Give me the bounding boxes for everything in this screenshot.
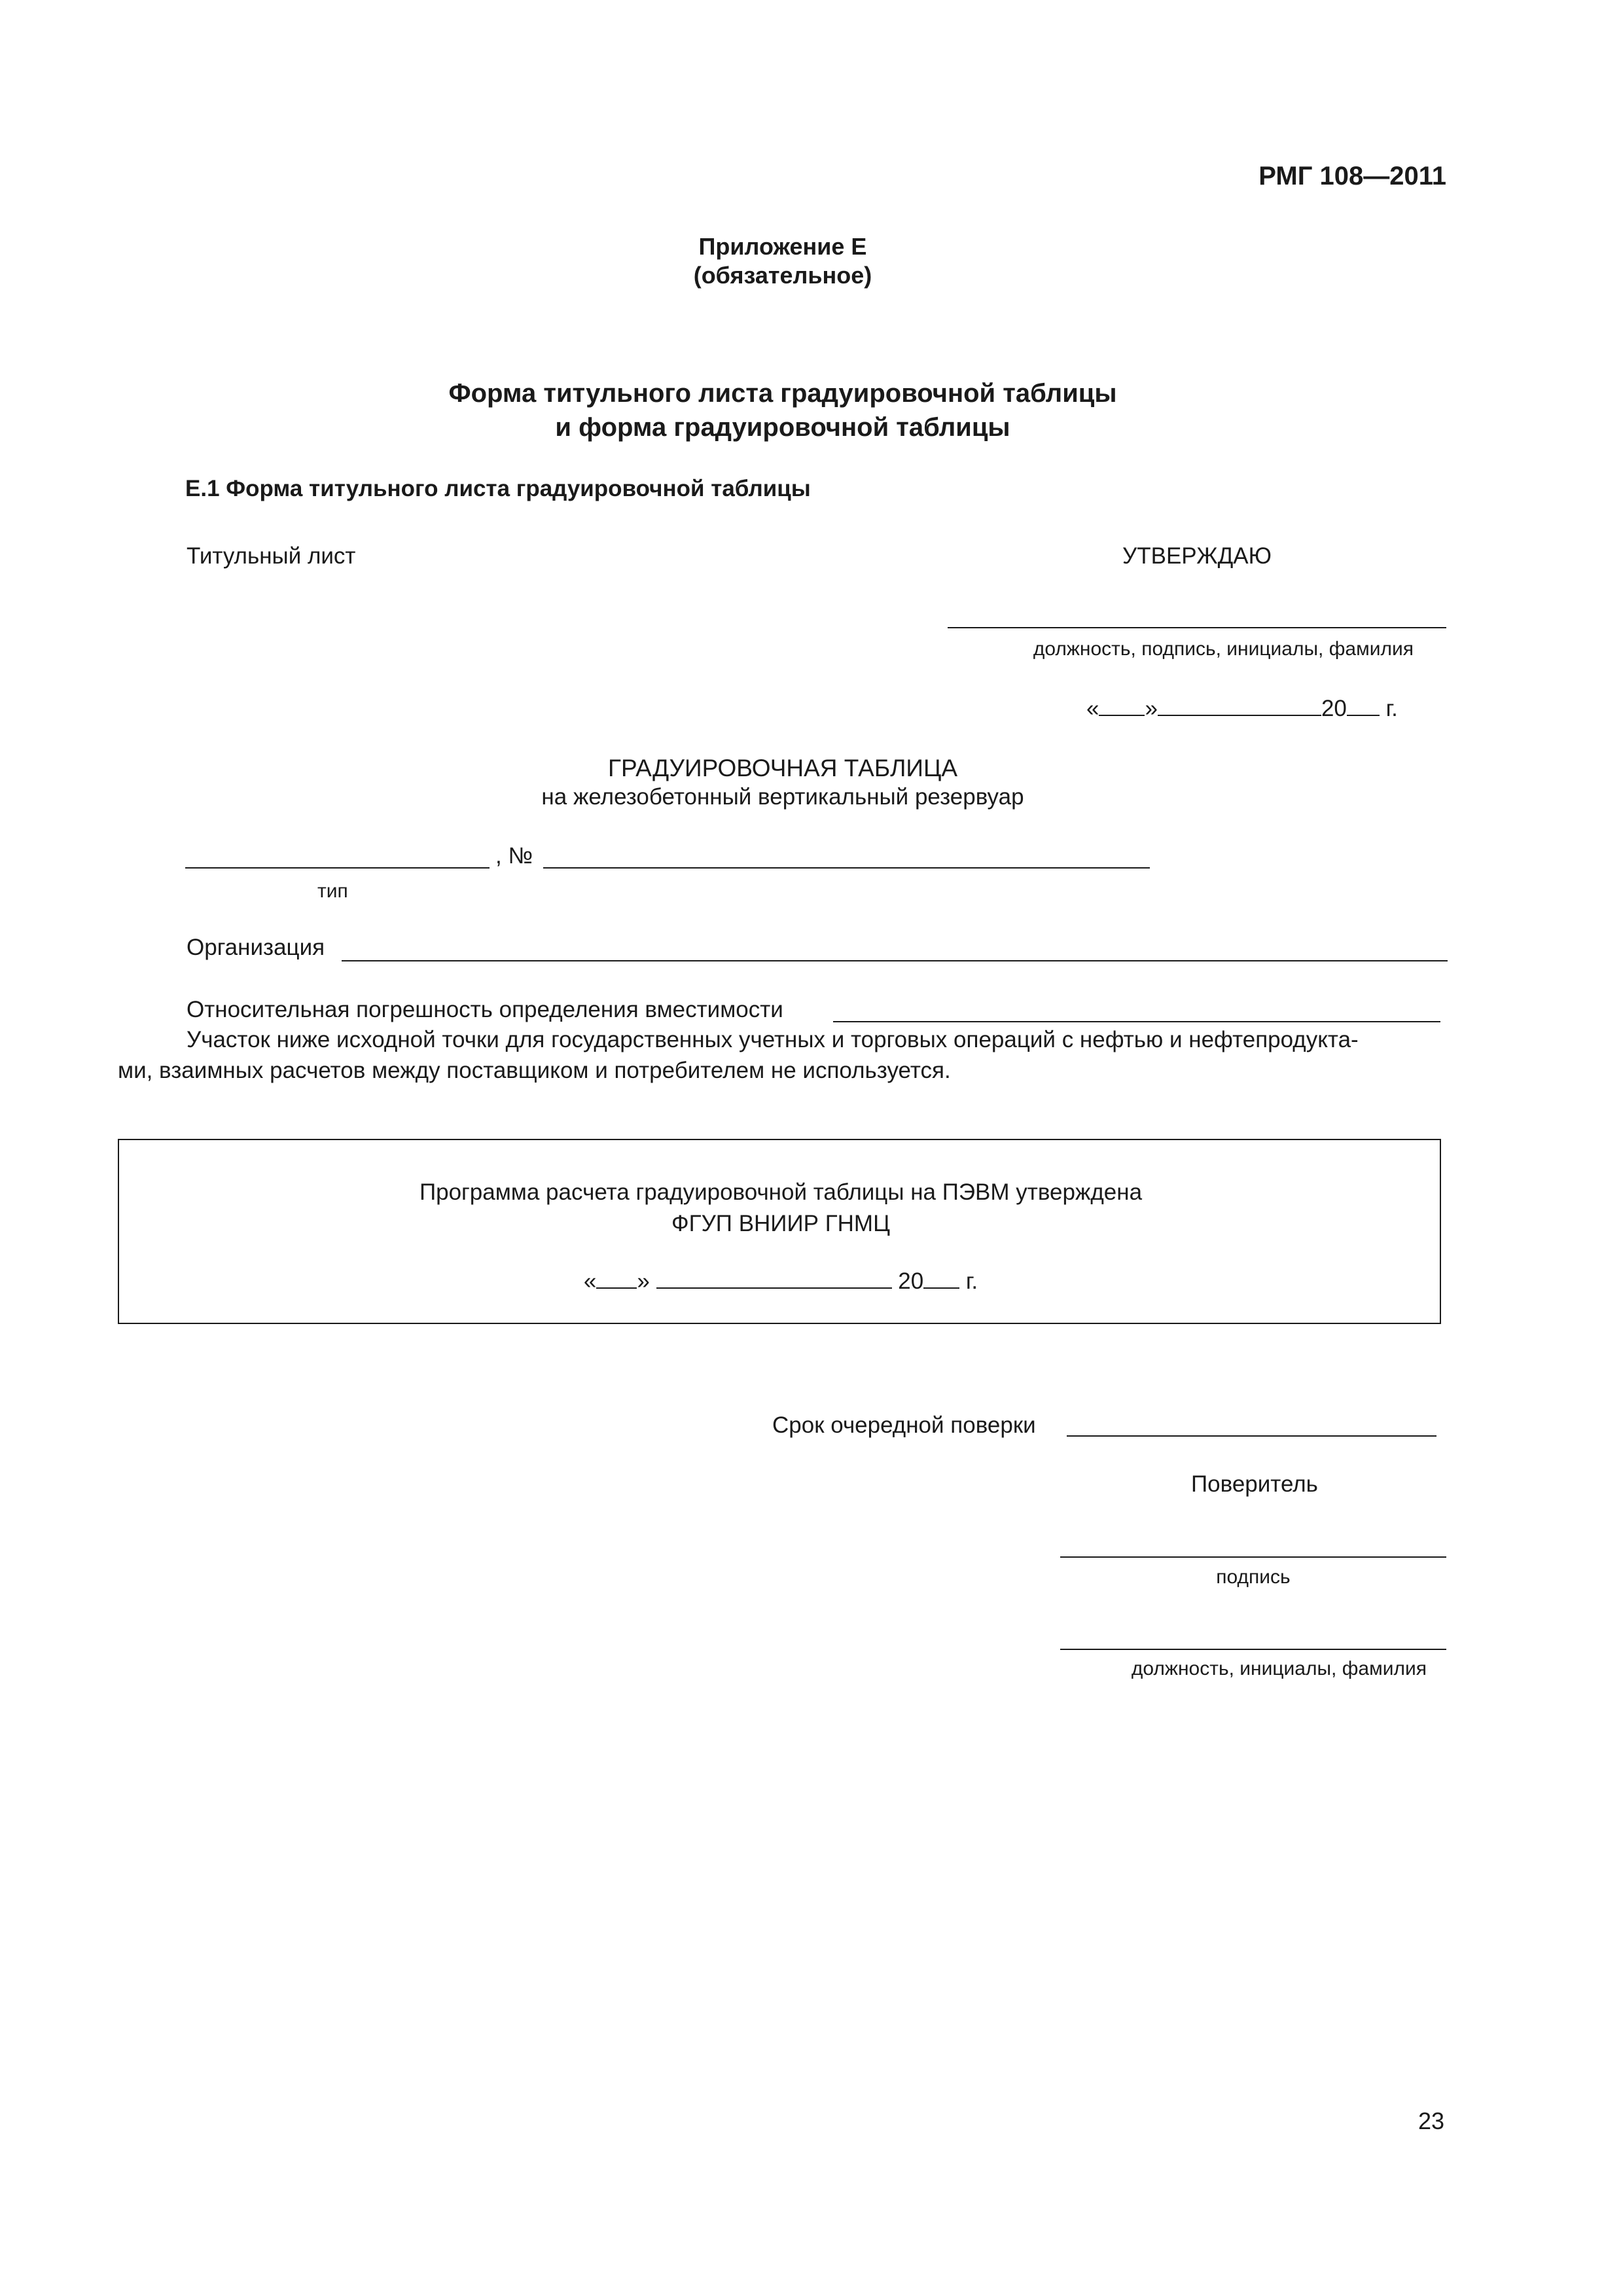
page-number: 23	[1418, 2108, 1444, 2134]
form-title	[0, 376, 1565, 444]
annex-status: (обязательное)	[693, 262, 872, 289]
approval-year-field[interactable]	[1347, 695, 1380, 716]
form-title-line1: Форма титульного листа градуировочной таблицы	[448, 379, 1117, 408]
approver-caption: должность, подпись, инициалы, фамилия	[1033, 638, 1414, 660]
program-date	[119, 1268, 1442, 1295]
program-day-field[interactable]	[596, 1268, 637, 1289]
document-code: РМГ 108—2011	[1258, 162, 1446, 190]
date-close-quote: »	[1145, 696, 1158, 721]
date-year-suffix: г.	[1385, 696, 1398, 721]
approval-date	[1086, 695, 1398, 722]
organization-label: Организация	[187, 935, 325, 960]
date-year-prefix: 20	[1321, 696, 1347, 721]
approve-label: УТВЕРЖДАЮ	[1122, 543, 1272, 569]
program-line1: Программа расчета градуировочной таблицы на ПЭВМ утверждена	[419, 1179, 1143, 1205]
verifier-signature-field[interactable]	[1060, 1556, 1446, 1558]
error-field[interactable]	[833, 1021, 1440, 1022]
title-sheet-label: Титульный лист	[187, 543, 356, 569]
annex-heading	[0, 232, 1565, 290]
signature-caption: подпись	[1216, 1566, 1291, 1588]
organization-field[interactable]	[342, 960, 1448, 961]
tank-number-field[interactable]	[543, 867, 1150, 869]
annex-title: Приложение Е	[698, 233, 867, 260]
document-title: ГРАДУИРОВОЧНАЯ ТАБЛИЦА	[607, 755, 958, 781]
program-approval-box	[118, 1139, 1441, 1324]
note-text-line2: ми, взаимных расчетов между поставщиком и потребителем не используется.	[118, 1058, 951, 1083]
error-label: Относительная погрешность определения вместимости	[187, 997, 783, 1022]
program-date-open-quote: «	[583, 1268, 597, 1294]
program-date-year-suffix: г.	[965, 1268, 978, 1294]
program-year-field[interactable]	[923, 1268, 959, 1289]
form-title-line2: и форма градуировочной таблицы	[555, 413, 1010, 442]
note-text-line1: Участок ниже исходной точки для государственных учетных и торговых операций с нефтью и нефтепродукта-	[187, 1027, 1359, 1052]
section-heading: Е.1 Форма титульного листа градуировочной таблицы	[185, 476, 811, 501]
program-date-close-quote: »	[637, 1268, 650, 1294]
approval-month-field[interactable]	[1158, 695, 1321, 716]
tank-type-field[interactable]	[185, 867, 490, 869]
program-month-field[interactable]	[656, 1268, 892, 1289]
document-subtitle: на железобетонный вертикальный резервуар	[541, 784, 1024, 810]
next-check-field[interactable]	[1067, 1435, 1436, 1437]
approval-day-field[interactable]	[1099, 695, 1145, 716]
program-date-year-prefix: 20	[898, 1268, 924, 1294]
approver-signature-field[interactable]	[948, 627, 1446, 628]
number-separator: , №	[495, 843, 533, 869]
name-caption: должность, инициалы, фамилия	[1131, 1658, 1427, 1679]
verifier-name-field[interactable]	[1060, 1649, 1446, 1650]
type-caption: тип	[317, 880, 348, 902]
date-open-quote: «	[1086, 696, 1099, 721]
program-line2: ФГУП ВНИИР ГНМЦ	[671, 1211, 890, 1236]
next-check-label: Срок очередной поверки	[772, 1412, 1036, 1438]
verifier-label: Поверитель	[1191, 1471, 1318, 1497]
